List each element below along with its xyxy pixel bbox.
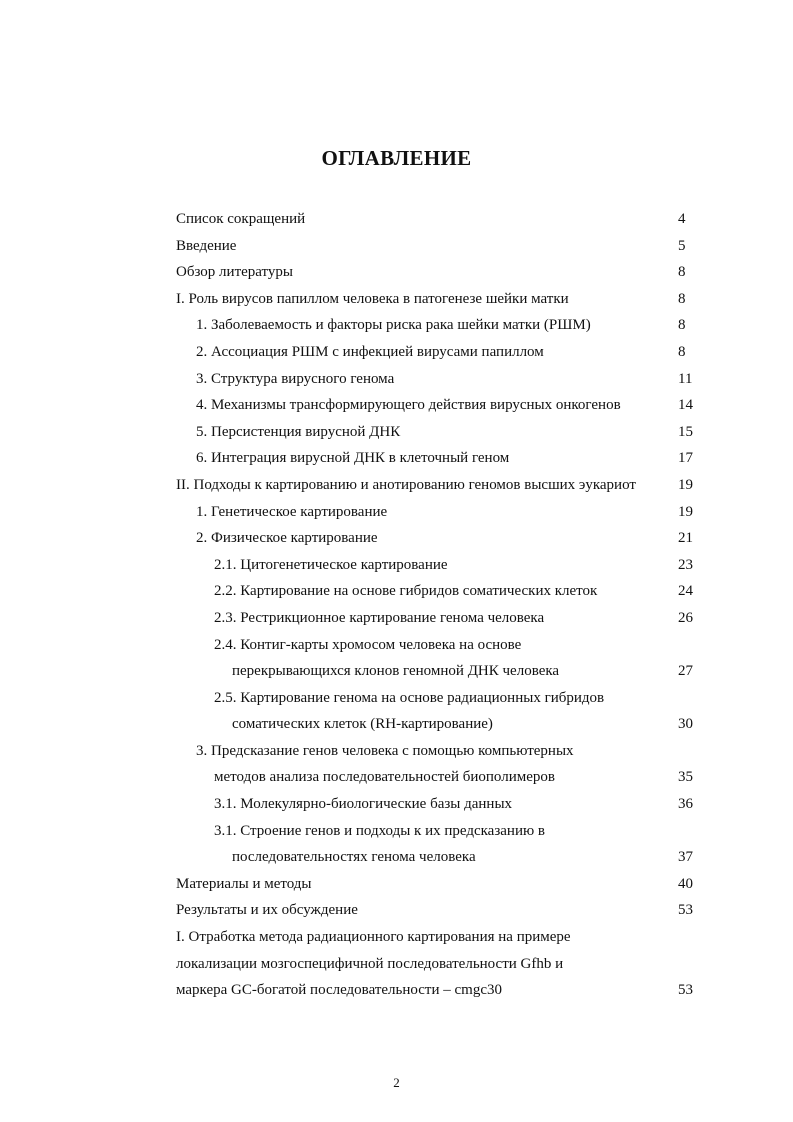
toc-entry-page: 40 (678, 875, 693, 892)
toc-entry (0, 632, 793, 659)
toc-entry-title: Введение (176, 237, 237, 254)
toc-entry (0, 685, 793, 712)
toc-entry-title: 2.1. Цитогенетическое картирование (214, 556, 448, 573)
toc-entry (0, 791, 793, 818)
toc-entry-page: 19 (678, 503, 693, 520)
toc-entry-title: Материалы и методы (176, 875, 312, 892)
toc-entry (0, 897, 793, 924)
toc-entry-page: 19 (678, 476, 693, 493)
toc-entry-page: 36 (678, 796, 693, 813)
toc-entry-page: 53 (678, 902, 693, 919)
toc-entry-title: 3.1. Строение генов и подходы к их предсказанию в (214, 822, 546, 839)
toc-entry-title: 2. Физическое картирование (196, 530, 378, 547)
toc-entry-title: 1. Заболеваемость и факторы риска рака шейки матки (РШМ) (196, 317, 591, 334)
toc-entry (0, 552, 793, 579)
toc-entry (0, 499, 793, 526)
toc-entry-page: 21 (678, 530, 693, 547)
toc-entry (0, 977, 793, 1004)
toc-entry-page: 26 (678, 609, 693, 626)
toc-entry-title: 2.3. Рестрикционное картирование генома человека (214, 609, 545, 626)
toc-entry (0, 259, 793, 286)
toc-entry-title: 2. Ассоциация РШМ с инфекцией вирусами папиллом (196, 343, 544, 360)
toc-entry-page: 8 (678, 290, 686, 307)
toc-entry-title: перекрывающихся клонов геномной ДНК человека (232, 663, 560, 680)
toc-entry (0, 764, 793, 791)
toc-entry (0, 951, 793, 978)
toc-entry (0, 658, 793, 685)
toc-entry (0, 844, 793, 871)
toc-entry-title: Результаты и их обсуждение (176, 902, 358, 919)
toc-entry-title: 2.5. Картирование генома на основе радиационных гибридов (214, 689, 605, 706)
toc-entry (0, 818, 793, 845)
page-title: ОГЛАВЛЕНИЕ (321, 146, 472, 170)
toc-entry (0, 578, 793, 605)
toc-entry-page: 27 (678, 663, 693, 680)
toc-entry-page: 8 (678, 264, 686, 281)
toc-entry-title: 5. Персистенция вирусной ДНК (196, 423, 401, 440)
toc-entry-page: 17 (678, 450, 693, 467)
toc-entry-page: 8 (678, 317, 686, 334)
toc-entry (0, 871, 793, 898)
toc-entry-page: 35 (678, 769, 693, 786)
toc-entry (0, 286, 793, 313)
toc-entry-page: 5 (678, 237, 686, 254)
toc-entry-page: 15 (678, 423, 693, 440)
toc-entry (0, 419, 793, 446)
toc-entry-page: 30 (678, 716, 693, 733)
toc-entry-title: I. Отработка метода радиационного картирования на примере (176, 929, 571, 946)
toc-entry (0, 339, 793, 366)
toc-entry (0, 525, 793, 552)
toc-entry-title: II. Подходы к картированию и анотированию геномов высших эукариот (176, 476, 636, 493)
toc-entry-title: 3.1. Молекулярно-биологические базы данных (214, 796, 513, 813)
page-number: 2 (393, 1075, 400, 1090)
toc-entry (0, 711, 793, 738)
table-of-contents (0, 206, 793, 1004)
toc-entry (0, 392, 793, 419)
toc-entry-page: 37 (678, 849, 693, 866)
toc-entry-title: методов анализа последовательностей биополимеров (214, 769, 555, 786)
toc-entry-title: 6. Интеграция вирусной ДНК в клеточный геном (196, 450, 510, 467)
toc-entry-title: 1. Генетическое картирование (196, 503, 388, 520)
toc-entry-title: локализации мозгоспецифичной последовательности Gfhb и (176, 955, 564, 972)
toc-entry-title: соматических клеток (RH-картирование) (232, 716, 493, 733)
toc-entry-page: 8 (678, 343, 686, 360)
toc-entry-page: 11 (678, 370, 693, 387)
toc-entry-page: 53 (678, 982, 693, 999)
toc-entry (0, 738, 793, 765)
toc-entry-page: 14 (678, 397, 693, 414)
toc-entry (0, 366, 793, 393)
toc-entry (0, 233, 793, 260)
toc-entry-title: 3. Предсказание генов человека с помощью компьютерных (196, 742, 574, 759)
toc-entry-title: последовательностях генома человека (232, 849, 476, 866)
toc-entry-title: I. Роль вирусов папиллом человека в патогенезе шейки матки (176, 290, 569, 307)
toc-entry-title: 2.2. Картирование на основе гибридов соматических клеток (214, 583, 598, 600)
toc-entry (0, 924, 793, 951)
toc-entry-page: 4 (678, 211, 686, 227)
toc-entry (0, 472, 793, 499)
toc-entry-title: маркера GC-богатой последовательности – cmgc30 (176, 982, 503, 999)
toc-entry (0, 445, 793, 472)
toc-entry-page: 23 (678, 556, 693, 573)
toc-entry (0, 605, 793, 632)
toc-entry (0, 312, 793, 339)
toc-entry-title: Обзор литературы (176, 264, 293, 281)
toc-entry-page: 24 (678, 583, 693, 600)
toc-entry-title: 3. Структура вирусного генома (196, 370, 395, 387)
toc-entry-title: 4. Механизмы трансформирующего действия вирусных онкогенов (196, 397, 621, 414)
toc-entry-title: Список сокращений (176, 211, 306, 227)
toc-entry (0, 206, 793, 233)
toc-entry-title: 2.4. Контиг-карты хромосом человека на основе (214, 636, 522, 653)
